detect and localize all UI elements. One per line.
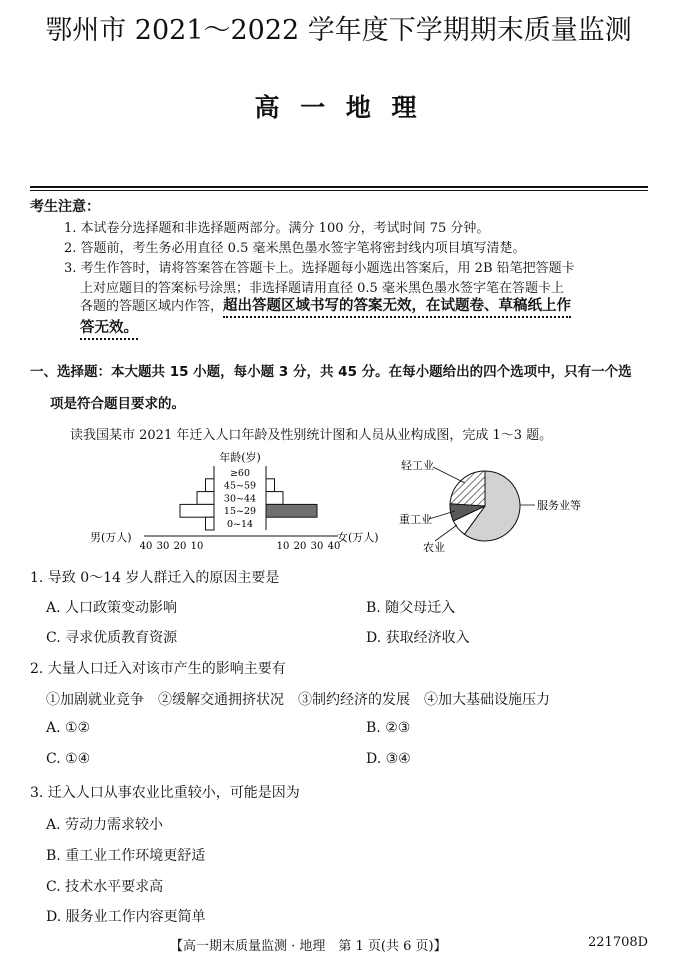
- question-3-option-d: D. 服务业工作内容更简单: [46, 909, 206, 925]
- question-3-stem: 3. 迁入人口从事农业比重较小，可能是因为: [30, 785, 300, 801]
- female-tick-2: 30: [310, 541, 324, 552]
- question-2-option-c: C. ①④: [46, 751, 91, 767]
- male-bar-2: [197, 492, 214, 505]
- population-pyramid-chart: [90, 446, 390, 558]
- question-2-option-d: D. ③④: [366, 751, 411, 767]
- female-bar-1: [266, 479, 275, 492]
- divider-thick: [30, 186, 648, 188]
- notice-item-3: 3. 考生作答时，请将答案答在答题卡上。选择题每小题选出答案后，用 2B 铅笔把答题卡: [64, 261, 575, 276]
- question-3-option-a: A. 劳动力需求较小: [46, 817, 164, 833]
- question-1-option-a: A. 人口政策变动影响: [46, 600, 178, 616]
- age-group-label-3: 15~29: [223, 506, 257, 518]
- age-group-label-4: 0~14: [226, 519, 254, 530]
- agriculture-leader: [435, 525, 457, 541]
- question-1-option-b: B. 随父母迁入: [366, 600, 456, 616]
- male-tick-0: 40: [139, 541, 153, 552]
- pyramid-title: 年龄(岁): [219, 451, 261, 464]
- age-group-label-0: ≥60: [229, 467, 251, 479]
- notice-item-3-text: 各题的答题区域内作答，: [80, 299, 224, 314]
- question-2-choices: ①加剧就业竞争 ②缓解交通拥挤状况 ③制约经济的发展 ④加大基础设施压力: [46, 692, 550, 708]
- male-bar-3: [180, 504, 214, 517]
- pie-label-agriculture: 农业: [423, 541, 445, 554]
- question-3-option-c: C. 技术水平要求高: [46, 879, 164, 895]
- exam-title: 鄂州市 2021～2022 学年度下学期期末质量监测: [45, 15, 632, 46]
- employment-pie-chart: [395, 453, 620, 563]
- exam-code: 221708D: [588, 935, 649, 950]
- female-bar-3: [266, 504, 317, 517]
- notice-item-1: 1. 本试卷分选择题和非选择题两部分。满分 100 分，考试时间 75 分钟。: [64, 221, 490, 236]
- notice-item-2: 2. 答题前，考生务必用直径 0.5 毫米黑色墨水签字笔将密封线内项目填写清楚。: [64, 241, 526, 256]
- divider-thin: [30, 190, 648, 191]
- page-footer: 【高一期末质量监测 · 地理 第 1 页(共 6 页)】: [170, 939, 447, 954]
- male-tick-3: 10: [190, 541, 204, 552]
- notice-emphasis-2: 答无效。: [80, 320, 138, 340]
- male-bar-1: [206, 479, 215, 492]
- age-group-label-2: 30~44: [223, 493, 257, 505]
- question-2-option-a: A. ①②: [46, 720, 91, 736]
- question-2-option-b: B. ②③: [366, 720, 411, 736]
- question-1-option-c: C. 寻求优质教育资源: [46, 630, 178, 646]
- notice-item-3-cont-1: 上对应题目的答案标号涂黑；非选择题请用直径 0.5 毫米黑色墨水签字笔在答题卡上: [80, 281, 564, 296]
- male-bar-4: [206, 517, 215, 530]
- section-heading-line-1: 一、选择题：本大题共 15 小题，每小题 3 分，共 45 分。在每小题给出的四个选项中，只有一个选: [30, 364, 632, 380]
- question-1-stem: 1. 导致 0～14 岁人群迁入的原因主要是: [30, 570, 280, 586]
- notice-emphasis-1: 超出答题区域书写的答案无效，在试题卷、草稿纸上作: [223, 298, 571, 318]
- female-tick-3: 40: [327, 541, 341, 552]
- pie-label-light-industry: 轻工业: [401, 459, 434, 472]
- pie-label-service: 服务业等: [537, 499, 581, 512]
- section-heading-line-2: 项是符合题目要求的。: [50, 396, 185, 412]
- male-tick-1: 30: [156, 541, 170, 552]
- material-intro: 读我国某市 2021 年迁入人口年龄及性别统计图和人员从业构成图，完成 1～3 题。: [70, 428, 553, 443]
- question-2-stem: 2. 大量人口迁入对该市产生的影响主要有: [30, 661, 286, 677]
- female-tick-0: 10: [276, 541, 290, 552]
- question-1-option-d: D. 获取经济收入: [366, 630, 470, 646]
- male-tick-2: 20: [173, 541, 187, 552]
- pie-slice-light-industry: [450, 471, 485, 506]
- female-bar-2: [266, 492, 283, 505]
- light-industry-leader: [433, 467, 465, 483]
- male-axis-label: 男(万人): [90, 531, 132, 544]
- notice-item-3-cont-3: [80, 316, 138, 337]
- question-3-option-b: B. 重工业工作环境更舒适: [46, 848, 206, 864]
- female-tick-1: 20: [293, 541, 307, 552]
- notice-item-3-cont-2: [80, 294, 571, 315]
- pie-label-heavy-industry: 重工业: [399, 513, 432, 526]
- age-group-label-1: 45~59: [223, 480, 257, 492]
- notice-heading: 考生注意：: [30, 199, 100, 215]
- subject-title: 高 一 地 理: [254, 93, 423, 122]
- female-axis-label: 女(万人): [337, 531, 379, 544]
